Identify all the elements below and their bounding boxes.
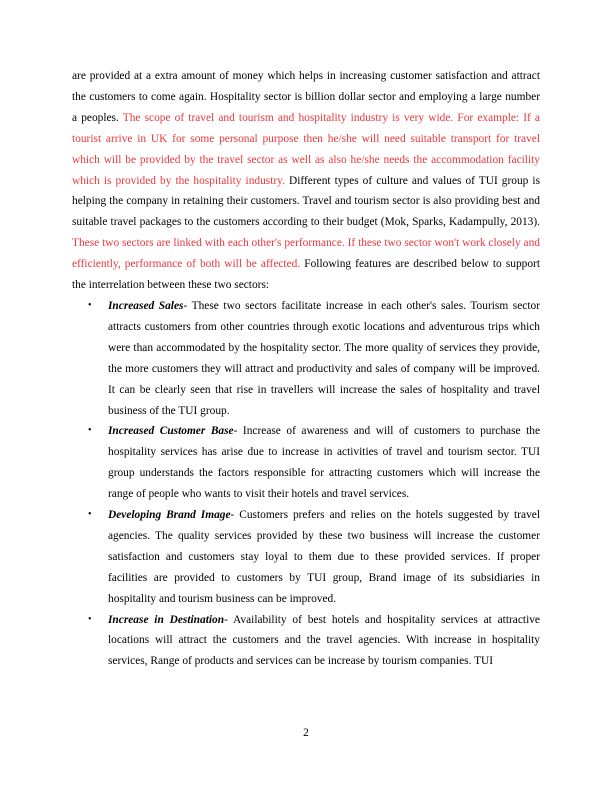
feature-description: - Increase of awareness and will of customers to purchase the hospitality services has arise due to increase in activities of travel and tourism sector. TUI group understands the factors responsible for attracting customers which will increase the range of people who wants to visit their hotels and travel services.: [108, 425, 540, 501]
highlighted-text: The scope of travel and tourism and hospitality industry is very wide. For example: If a tourist arrive in UK for some personal purpose then he/she will need suitable transport for travel which will be provided by the travel sector as well as also he/she needs the accommodation facility which is provided by the hospitality industry.: [72, 111, 540, 187]
feature-item-increased-customer-base: [72, 421, 540, 505]
feature-term: Increased Customer Base: [108, 425, 234, 438]
highlighted-text: These two sectors are linked with each other's performance. If these two sector won't work closely and efficiently, performance of both will be affected.: [72, 237, 540, 271]
page-number: 2: [303, 727, 309, 739]
feature-item-developing-brand-image: [72, 505, 540, 610]
bullet-icon: •: [88, 509, 92, 521]
page-content: [72, 66, 540, 672]
feature-description: - These two sectors facilitate increase in each other's sales. Tourism sector attracts customers from other countries through exotic locations and adventurous trips which were than accommodated by the hospitality sector. The more quality of services they provide, the more customers they will attract and productivity and sales of company will be improved. It can be clearly seen that rise in travellers will increase the sales of hospitality and travel business of the TUI group.: [108, 299, 540, 417]
bullet-icon: •: [88, 613, 92, 625]
feature-item-increase-in-destination: [72, 610, 540, 673]
paragraph-text: Different types of culture and values of TUI group is helping the company in retaining their customers. Travel and tourism sector is also providing best and suitable travel packages to the customers according to their budget (Mok, Sparks, Kadampully, 2013).: [72, 174, 540, 229]
paragraph-text: are provided at a extra amount of money which helps in increasing customer satisfaction and attract the customers to come again. Hospitality sector is billion dollar sector and employing a large number a peoples.: [72, 70, 540, 124]
feature-item-increased-sales: [72, 296, 540, 421]
paragraph-text: Following features are described below to support the interrelation between these two sectors:: [72, 258, 540, 292]
feature-term: Increase in Destination: [108, 613, 225, 626]
bullet-icon: •: [88, 425, 92, 437]
bullet-icon: •: [88, 299, 92, 311]
feature-description: - Customers prefers and relies on the hotels suggested by travel agencies. The quality services provided by these two business will increase the customer satisfaction and customers stay loyal to them due to these provided services. If proper facilities are provided to customers by TUI group, Brand image of its subsidiaries in hospitality and tourism business can be improved.: [108, 509, 540, 605]
feature-term: Developing Brand Image: [108, 509, 231, 522]
feature-term: Increased Sales: [108, 299, 184, 312]
feature-description: - Availability of best hotels and hospitality services at attractive locations will attract the customers and the travel agencies. With increase in hospitality services, Range of products and services can be increase by tourism companies. TUI: [108, 613, 540, 668]
features-list: [72, 296, 540, 672]
body-paragraph: [72, 66, 540, 296]
